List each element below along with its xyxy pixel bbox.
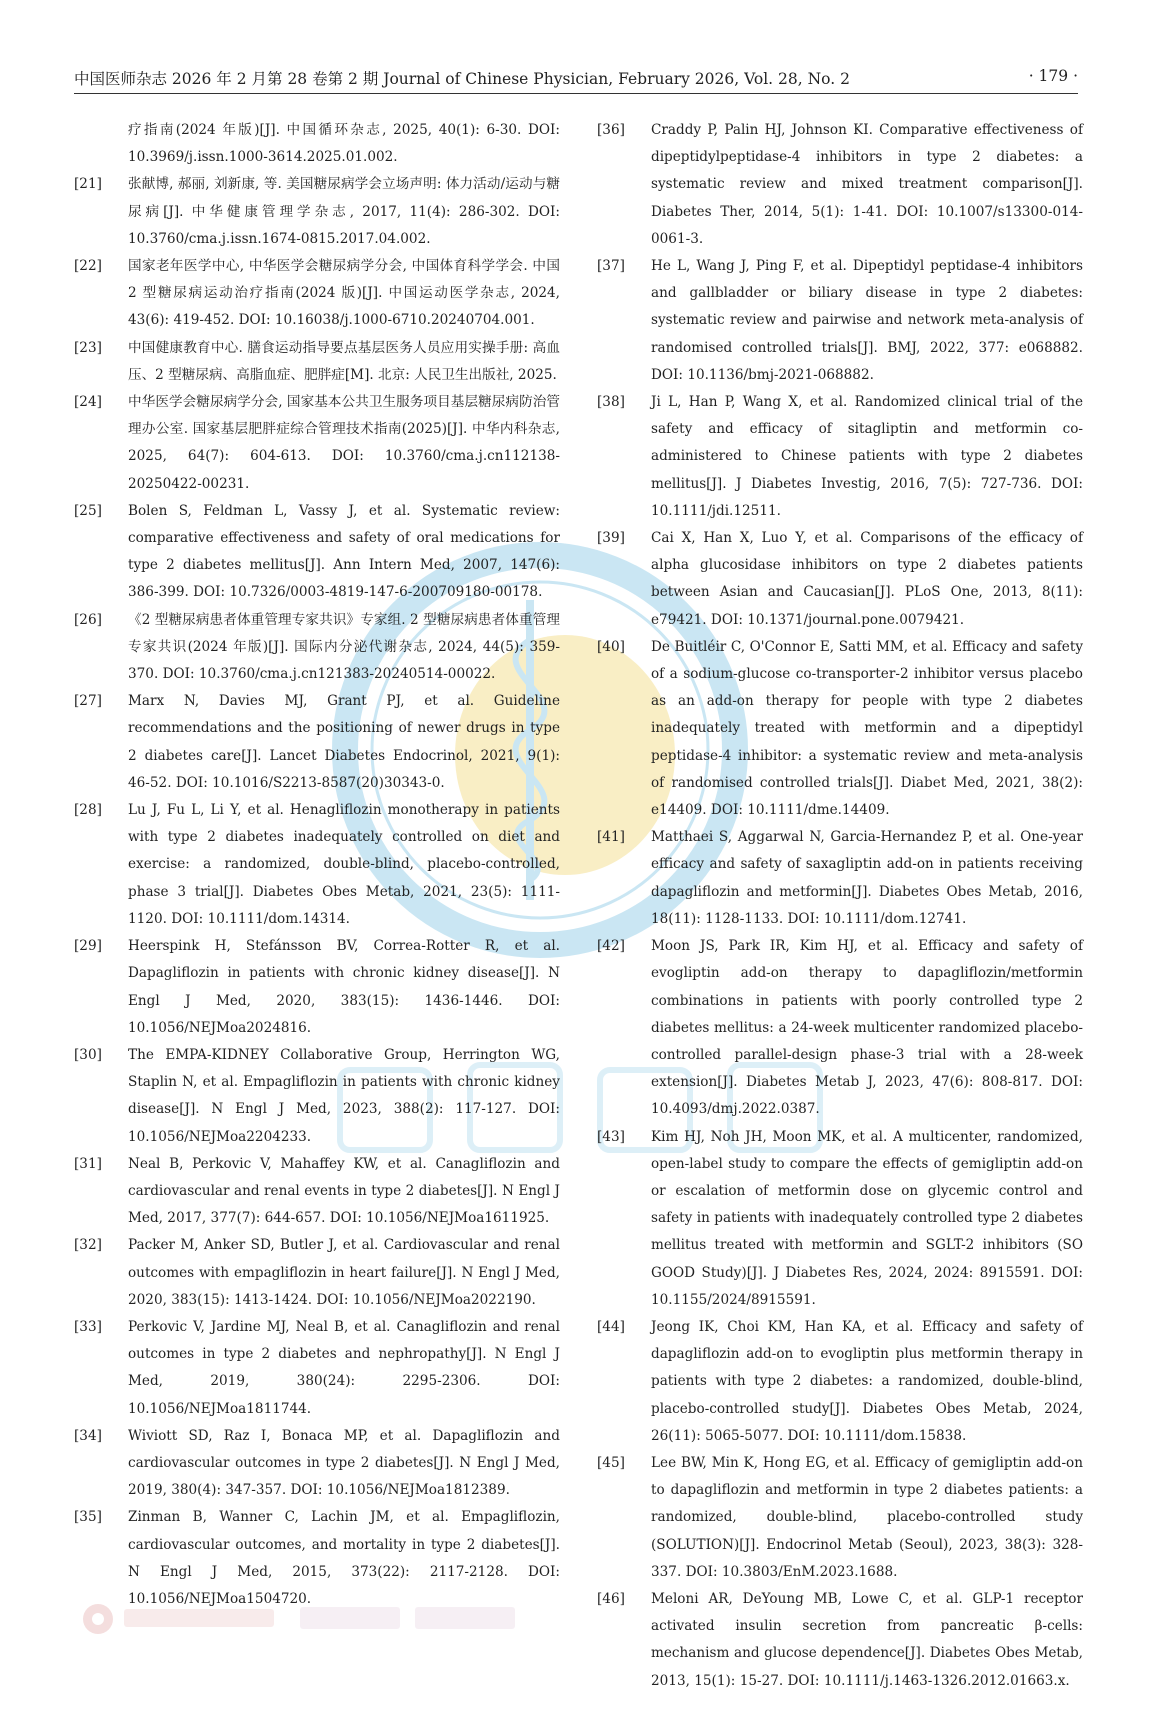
reference-number: [30] [74,1046,102,1063]
reference-item [597,525,1083,634]
reference-text: Cai X, Han X, Luo Y, et al. Comparisons of the efficacy of alpha glucosidase inhibitors on type 2 diabetes patients between Asian and Caucasian[J]. PLoS One, 2013, 8(11): e79421. DOI: 10.1371/journal.pone.0079421. [651,530,1083,628]
reference-text: Lee BW, Min K, Hong EG, et al. Efficacy of gemigliptin add-on to dapagliflozin and metformin in type 2 diabetes patients: a randomized, double-blind, placebo-controlled study (SOLUTION)[J]. Endocrinol Metab (Seoul), 2023, 38(3): 328-337. DOI: 10.3803/EnM.2023.1688. [651,1454,1083,1580]
reference-item [74,1042,560,1151]
reference-number: [24] [74,394,102,411]
reference-item [74,1232,560,1314]
reference-item [597,1314,1083,1450]
reference-number: [22] [74,258,102,275]
reference-item [597,117,1083,253]
reference-text: Meloni AR, DeYoung MB, Lowe C, et al. GLP-1 receptor activated insulin secretion from pancreatic β-cells: mechanism and glucose dependence[J]. Diabetes Obes Metab, 2013, 15(1): 15-27. DOI: 10.1111/j.1463-1326.2012.01663.x. [651,1590,1083,1689]
reference-text: Heerspink H, Stefánsson BV, Correa-Rotter R, et al. Dapagliflozin in patients with chronic kidney disease[J]. N Engl J Med, 2020, 383(15): 1436-1446. DOI: 10.1056/NEJMoa2024816. [128,938,560,1036]
reference-text: He L, Wang J, Ping F, et al. Dipeptidyl peptidase-4 inhibitors and gallbladder or biliary disease in type 2 diabetes: systematic review and pairwise and network meta-analysis of randomised controlled trials[J]. BMJ, 2022, 377: e068882. DOI: 10.1136/bmj-2021-068882. [651,258,1083,383]
reference-text: 中华医学会糖尿病学分会, 国家基本公共卫生服务项目基层糖尿病防治管理办公室. 国家基层肥胖症综合管理技术指南(2025)[J]. 中华内科杂志, 2025, 64(7): 604-613. DOI: 10.3760/cma.j.cn112138-20250422-00231. [128,394,560,492]
reference-text: Zinman B, Wanner C, Lachin JM, et al. Empagliflozin, cardiovascular outcomes, and mortality in type 2 diabetes[J]. N Engl J Med, 2015, 373(22): 2117-2128. DOI: 10.1056/NEJMoa1504720. [128,1509,560,1607]
reference-text: Marx N, Davies MJ, Grant PJ, et al. Guideline recommendations and the positioning of newer drugs in type 2 diabetes care[J]. Lancet Diabetes Endocrinol, 2021, 9(1): 46-52. DOI: 10.1016/S2213-8587(20)30343-0. [128,693,560,791]
reference-number: [36] [597,122,625,138]
reference-number: [32] [74,1237,102,1254]
journal-citation-line: 中国医师杂志 2026 年 2 月第 28 卷第 2 期 Journal of Chinese Physician, February 2026, Vol. 28, No. 2 [74,70,850,88]
reference-item [74,335,560,389]
reference-number: [33] [74,1318,102,1335]
reference-item [597,1586,1083,1695]
reference-number: [23] [74,339,102,356]
reference-item [597,824,1083,933]
reference-number: [40] [597,638,625,655]
reference-item [597,933,1083,1123]
reference-text: Perkovic V, Jardine MJ, Neal B, et al. Canagliflozin and renal outcomes in type 2 diabetes and nephropathy[J]. N Engl J Med, 2019, 380(24): 2295-2306. DOI: 10.1056/NEJMoa1811744. [128,1318,560,1417]
running-header [74,67,1078,93]
references-right-column [597,117,1083,1695]
reference-text: 疗指南(2024 年版)[J]. 中国循环杂志, 2025, 40(1): 6-30. DOI: 10.3969/j.issn.1000-3614.2025.01.002. [128,122,560,166]
reference-item [597,389,1083,525]
reference-number: [28] [74,802,102,819]
reference-text: Wiviott SD, Raz I, Bonaca MP, et al. Dapagliflozin and cardiovascular outcomes in type 2 diabetes[J]. N Engl J Med, 2019, 380(4): 347-357. DOI: 10.1056/NEJMoa1812389. [128,1427,560,1499]
reference-number: [21] [74,176,102,193]
reference-text: Ji L, Han P, Wang X, et al. Randomized clinical trial of the safety and efficacy of sitagliptin and metformin co-administered to Chinese patients with type 2 diabetes mellitus[J]. J Diabetes Investig, 2016, 7(5): 727-736. DOI: 10.1111/jdi.12511. [651,394,1083,519]
reference-item [597,253,1083,389]
reference-number: [46] [597,1590,625,1607]
reference-item [597,1450,1083,1586]
reference-item [74,1151,560,1233]
reference-text: Bolen S, Feldman L, Vassy J, et al. Systematic review: comparative effectiveness and safety of oral medications for type 2 diabetes mellitus[J]. Ann Intern Med, 2007, 147(6): 386-399. DOI: 10.7326/0003-4819-147-6-200709180-00178. [128,502,560,601]
reference-text: 中国健康教育中心. 膳食运动指导要点基层医务人员应用实操手册: 高血压、2 型糖尿病、高脂血症、肥胖症[M]. 北京: 人民卫生出版社, 2025. [128,339,560,383]
reference-item [74,933,560,1042]
reference-item [74,1423,560,1505]
reference-text: Jeong IK, Choi KM, Han KA, et al. Efficacy and safety of dapagliflozin add-on to evogliptin plus metformin therapy in patients with type 2 diabetes: a randomized, double-blind, placebo-controlled study[J]. Diabetes Obes Metab, 2024, 26(11): 5065-5077. DOI: 10.1111/dom.15838. [651,1318,1083,1444]
reference-number: [35] [74,1509,102,1526]
reference-number: [42] [597,938,625,955]
reference-number: [37] [597,258,625,275]
reference-item [597,634,1083,824]
reference-item [74,797,560,933]
reference-number: [38] [597,394,625,411]
reference-item [597,1124,1083,1314]
reference-text: 国家老年医学中心, 中华医学会糖尿病学分会, 中国体育科学学会. 中国 2 型糖尿病运动治疗指南(2024 版)[J]. 中国运动医学杂志, 2024, 43(6): 419-452. DOI: 10.16038/j.1000-6710.20240704.001. [128,258,560,329]
reference-text: Kim HJ, Noh JH, Moon MK, et al. A multicenter, randomized, open-label study to compare the effects of gemigliptin add-on or escalation of metformin dose on glycemic control and safety in patients with inadequately controlled type 2 diabetes mellitus treated with metformin and SGLT-2 inhibitors (SO GOOD Study)[J]. J Diabetes Res, 2024, 2024: 8915591. DOI: 10.1155/2024/8915591. [651,1128,1083,1308]
reference-number: [25] [74,502,102,519]
reference-number: [26] [74,611,102,628]
reference-number: [34] [74,1427,102,1444]
reference-number: [43] [597,1128,625,1145]
page-number: · 179 · [1028,67,1078,85]
reference-number: [27] [74,693,102,710]
reference-text: The EMPA-KIDNEY Collaborative Group, Herrington WG, Staplin N, et al. Empagliflozin in patients with chronic kidney disease[J]. N Engl J Med, 2023, 388(2): 117-127. DOI: 10.1056/NEJMoa2204233. [128,1046,560,1145]
reference-item [74,1504,560,1613]
reference-number: [41] [597,829,625,846]
reference-item [74,389,560,498]
reference-text: Craddy P, Palin HJ, Johnson KI. Comparative effectiveness of dipeptidylpeptidase-4 inhibitors in type 2 diabetes: a systematic review and mixed treatment comparison[J]. Diabetes Ther, 2014, 5(1): 1-41. DOI: 10.1007/s13300-014-0061-3. [651,122,1083,247]
reference-item [74,253,560,335]
references-left-column [74,117,560,1613]
reference-number: [39] [597,530,625,547]
reference-item [74,688,560,797]
reference-text: 《2 型糖尿病患者体重管理专家共识》专家组. 2 型糖尿病患者体重管理专家共识(2024 年版)[J]. 国际内分泌代谢杂志, 2024, 44(5): 359-370. DOI: 10.3760/cma.j.cn121383-20240514-00022. [128,611,560,683]
reference-text: Neal B, Perkovic V, Mahaffey KW, et al. Canagliflozin and cardiovascular and renal events in type 2 diabetes[J]. N Engl J Med, 2017, 377(7): 644-657. DOI: 10.1056/NEJMoa1611925. [128,1155,560,1227]
reference-text: Lu J, Fu L, Li Y, et al. Henagliflozin monotherapy in patients with type 2 diabetes inadequately controlled on diet and exercise: a randomized, double-blind, placebo-controlled, phase 3 trial[J]. Diabetes Obes Metab, 2021, 23(5): 1111-1120. DOI: 10.1111/dom.14314. [128,802,560,927]
reference-text: Packer M, Anker SD, Butler J, et al. Cardiovascular and renal outcomes with empagliflozin in heart failure[J]. N Engl J Med, 2020, 383(15): 1413-1424. DOI: 10.1056/NEJMoa2022190. [128,1237,560,1308]
reference-item [74,607,560,689]
reference-text: De Buitléir C, O'Connor E, Satti MM, et al. Efficacy and safety of a sodium-glucose co-transporter-2 inhibitor versus placebo as an add-on therapy for people with type 2 diabetes inadequately treated with metformin and a dipeptidyl peptidase-4 inhibitor: a systematic review and meta-analysis of randomised controlled trials[J]. Diabet Med, 2021, 38(2): e14409. DOI: 10.1111/dme.14409. [651,638,1083,819]
reference-number: [29] [74,938,102,955]
reference-number: [45] [597,1454,625,1471]
reference-item [74,498,560,607]
reference-text: 张献博, 郝丽, 刘新康, 等. 美国糖尿病学会立场声明: 体力活动/运动与糖尿病[J]. 中华健康管理学杂志, 2017, 11(4): 286-302. DOI: 10.3760/cma.j.issn.1674-0815.2017.04.002. [128,176,560,247]
reference-text: Matthaei S, Aggarwal N, Garcia-Hernandez P, et al. One-year efficacy and safety of saxagliptin add-on in patients receiving dapagliflozin and metformin[J]. Diabetes Obes Metab, 2016, 18(11): 1128-1133. DOI: 10.1111/dom.12741. [651,829,1083,927]
reference-item [74,171,560,253]
reference-item [74,1314,560,1423]
reference-text: Moon JS, Park IR, Kim HJ, et al. Efficacy and safety of evogliptin add-on therapy to dapagliflozin/metformin combinations in patients with poorly controlled type 2 diabetes mellitus: a 24-week multicenter randomized placebo-controlled parallel-design phase-3 trial with a 28-week extension[J]. Diabetes Metab J, 2023, 47(6): 808-817. DOI: 10.4093/dmj.2022.0387. [651,938,1083,1118]
publisher-logo [80,1601,540,1637]
reference-number: [31] [74,1155,102,1172]
reference-number: [44] [597,1318,625,1335]
reference-item [74,117,560,171]
header-rule [74,93,1078,94]
